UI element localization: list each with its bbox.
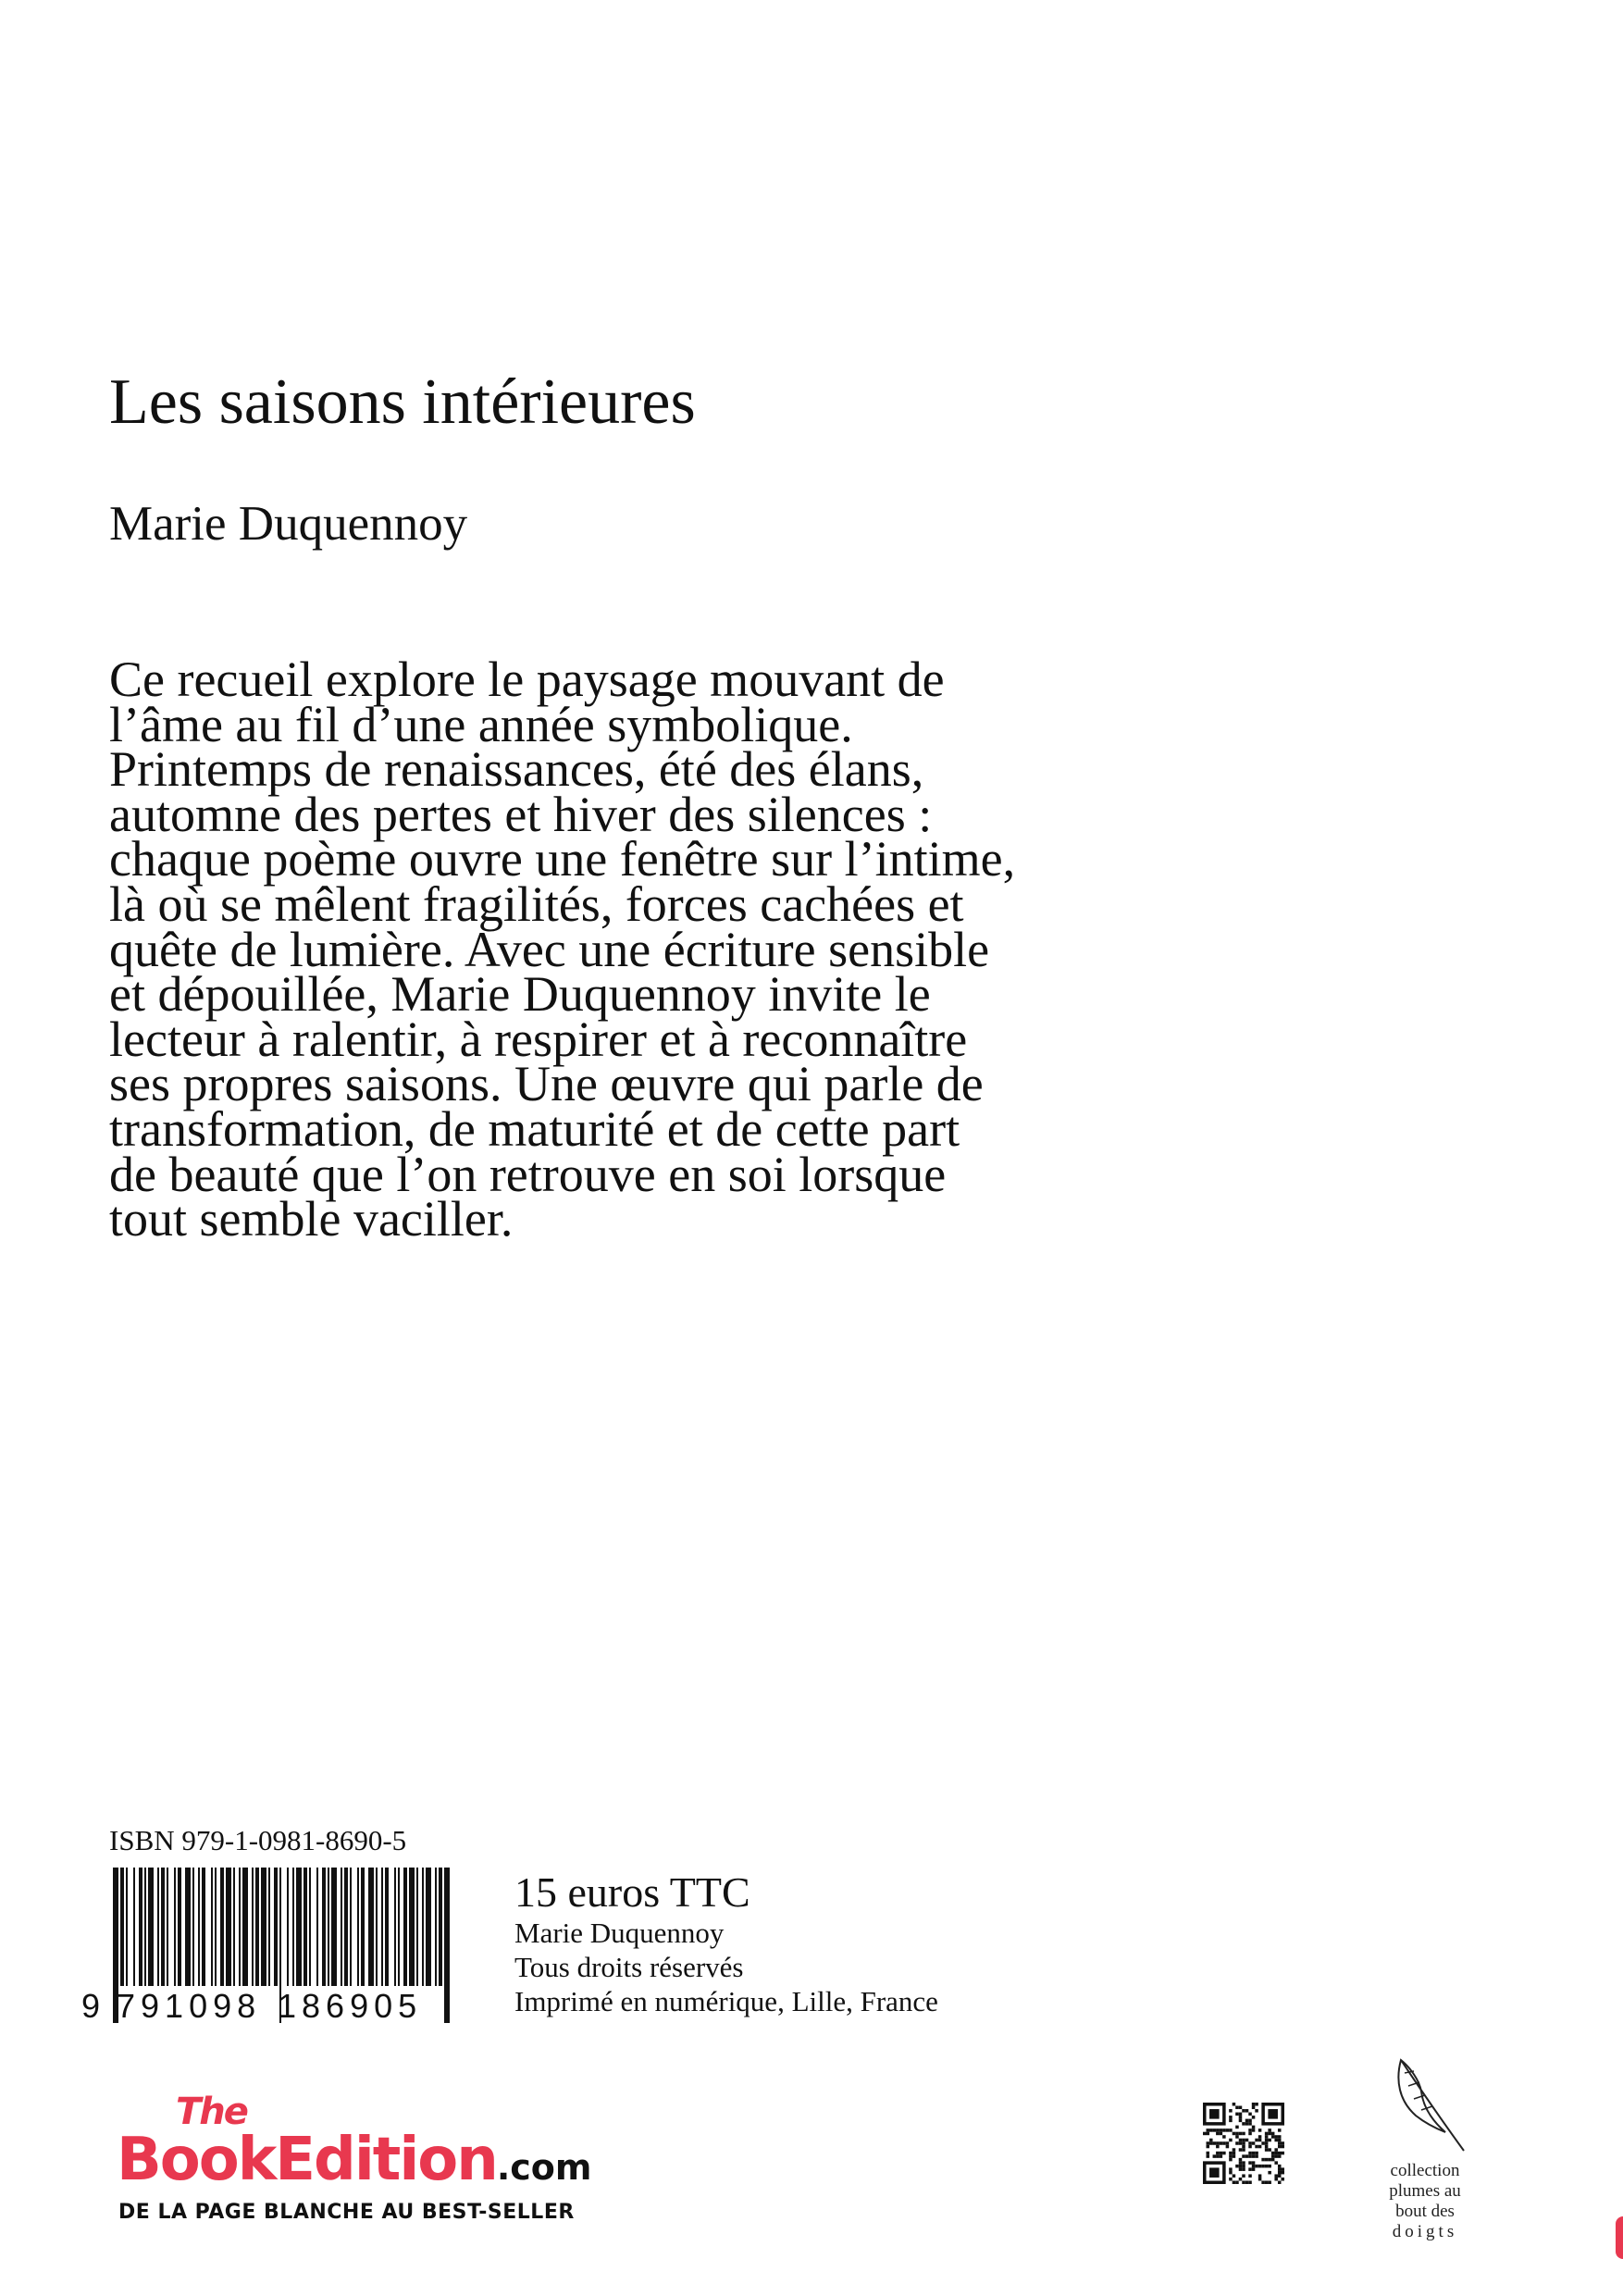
blurb	[109, 652, 1201, 1247]
qr-code-icon	[1203, 2103, 1284, 2184]
collection-line: collection	[1390, 2161, 1460, 2180]
collection-line: doigts	[1392, 2222, 1458, 2241]
imprint-author: Marie Duquennoy	[514, 1917, 725, 1949]
logo-the: The	[176, 2091, 247, 2133]
blurb-line: là où se mêlent fragilités, forces cachées et	[109, 875, 964, 932]
blurb-line: lecteur à ralentir, à respirer et à reconnaître	[109, 1011, 968, 1067]
isbn-label: ISBN 979-1-0981-8690-5	[109, 1824, 407, 1856]
barcode-first-digit: 9	[81, 1987, 101, 2025]
logo-domain: .com	[496, 2147, 592, 2188]
imprint-printed: Imprimé en numérique, Lille, France	[514, 1985, 938, 2017]
blurb-line: ses propres saisons. Une œuvre qui parle de	[109, 1056, 984, 1112]
book-title: Les saisons intérieures	[109, 366, 696, 438]
blurb-line: de beauté que l’on retrouve en soi lorsque	[109, 1146, 947, 1202]
publisher-logo	[117, 2093, 672, 2278]
collection-line: bout des	[1395, 2202, 1455, 2221]
blurb-line: automne des pertes et hiver des silences :	[109, 786, 933, 842]
logo-tagline: DE LA PAGE BLANCHE AU BEST-SELLER	[118, 2201, 575, 2224]
edge-mark	[1616, 2216, 1623, 2259]
logo-name: BookEdition	[117, 2126, 497, 2194]
price: 15 euros TTC	[514, 1868, 750, 1916]
blurb-line: Printemps de renaissances, été des élans,	[109, 741, 924, 798]
blurb-line: Ce recueil explore le paysage mouvant de	[109, 652, 945, 707]
collection-label	[1369, 2161, 1481, 2242]
blurb-line: chaque poème ouvre une fenêtre sur l’intime,	[109, 831, 1016, 887]
blurb-line: transformation, de maturité et de cette part	[109, 1100, 960, 1157]
logo-wordmark	[117, 2126, 592, 2194]
collection-line: plumes au	[1389, 2181, 1461, 2201]
blurb-line: et dépouillée, Marie Duquennoy invite le	[109, 966, 931, 1023]
barcode-right-digits: 186905	[278, 1987, 423, 2025]
imprint-rights: Tous droits réservés	[514, 1951, 744, 1983]
blurb-line: tout semble vaciller.	[109, 1191, 514, 1247]
barcode-left-digits: 791098	[117, 1987, 262, 2025]
blurb-line: l’âme au fil d’une année symbolique.	[109, 696, 853, 752]
book-author: Marie Duquennoy	[109, 497, 468, 551]
blurb-line: quête de lumière. Avec une écriture sensible	[109, 921, 990, 977]
feather-icon	[1388, 2054, 1471, 2156]
